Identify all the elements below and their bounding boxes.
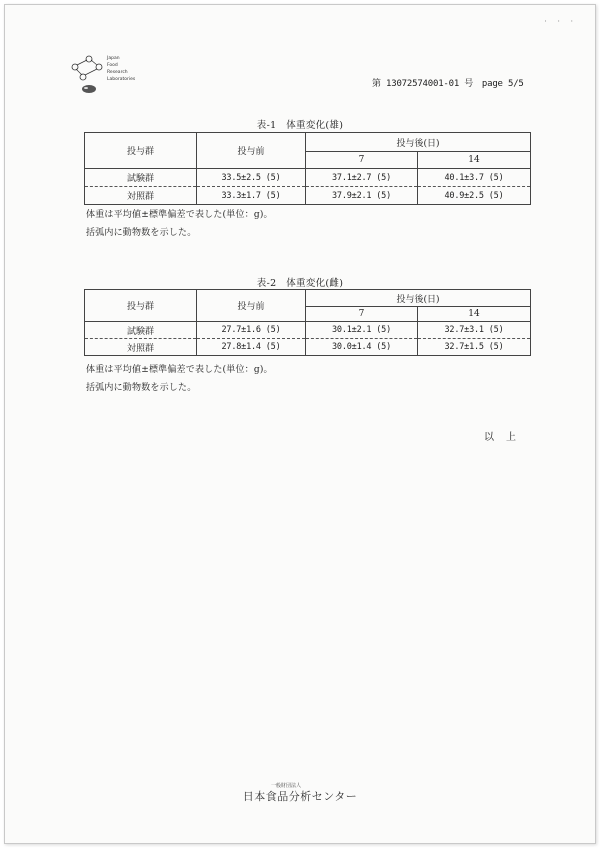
footer-org-name: 日本食品分析センター <box>242 790 358 803</box>
cell-pre: 33.3±1.7 (5) <box>197 187 306 205</box>
scan-specks: · · · <box>544 17 577 26</box>
document-reference: 第 13072574001-01 号 page 5/5 <box>372 79 524 89</box>
table1-note-count: 括弧内に動物数を示した。 <box>86 228 197 238</box>
table2 <box>84 289 531 356</box>
header-day14: 14 <box>418 152 531 169</box>
end-mark: 以上 <box>484 432 528 443</box>
table-row <box>85 339 531 356</box>
cell-day14: 32.7±1.5 (5) <box>418 339 531 356</box>
logo-line: Food <box>107 63 118 68</box>
cell-pre: 33.5±2.5 (5) <box>197 169 306 187</box>
cell-group: 試験群 <box>85 322 197 339</box>
header-after: 投与後(日) <box>306 290 531 307</box>
cell-pre: 27.7±1.6 (5) <box>197 322 306 339</box>
logo-line: Laboratories <box>107 77 136 82</box>
lab-logo-icon <box>65 47 109 97</box>
header-day14: 14 <box>418 307 531 322</box>
header-day7: 7 <box>306 152 418 169</box>
table1-note-units: 体重は平均値±標準偏差で表した(単位：g)。 <box>86 210 273 220</box>
lab-logo-text <box>107 55 135 83</box>
table1 <box>84 132 531 205</box>
cell-group: 対照群 <box>85 187 197 205</box>
cell-day7: 30.0±1.4 (5) <box>306 339 418 356</box>
cell-day7: 37.1±2.7 (5) <box>306 169 418 187</box>
cell-day14: 40.1±3.7 (5) <box>418 169 531 187</box>
table-row <box>85 322 531 339</box>
table2-note-units: 体重は平均値±標準偏差で表した(単位：g)。 <box>86 365 273 375</box>
header-group: 投与群 <box>85 290 197 322</box>
header-pre: 投与前 <box>197 133 306 169</box>
cell-day7: 37.9±2.1 (5) <box>306 187 418 205</box>
cell-day14: 40.9±2.5 (5) <box>418 187 531 205</box>
table2-note-count: 括弧内に動物数を示した。 <box>86 383 197 393</box>
header-day7: 7 <box>306 307 418 322</box>
cell-group: 対照群 <box>85 339 197 356</box>
logo-line: Research <box>107 70 128 75</box>
table1-caption: 表-1 体重変化(雄) <box>256 120 344 131</box>
header-after: 投与後(日) <box>306 133 531 152</box>
table2-caption: 表-2 体重変化(雌) <box>256 278 344 289</box>
footer-org-type: 一般財団法人 <box>270 783 301 789</box>
table-row <box>85 187 531 205</box>
cell-pre: 27.8±1.4 (5) <box>197 339 306 356</box>
cell-day7: 30.1±2.1 (5) <box>306 322 418 339</box>
cell-day14: 32.7±3.1 (5) <box>418 322 531 339</box>
cell-group: 試験群 <box>85 169 197 187</box>
header-group: 投与群 <box>85 133 197 169</box>
lab-logo <box>65 47 145 107</box>
logo-line: Japan <box>107 56 120 61</box>
header-pre: 投与前 <box>197 290 306 322</box>
table-row <box>85 169 531 187</box>
